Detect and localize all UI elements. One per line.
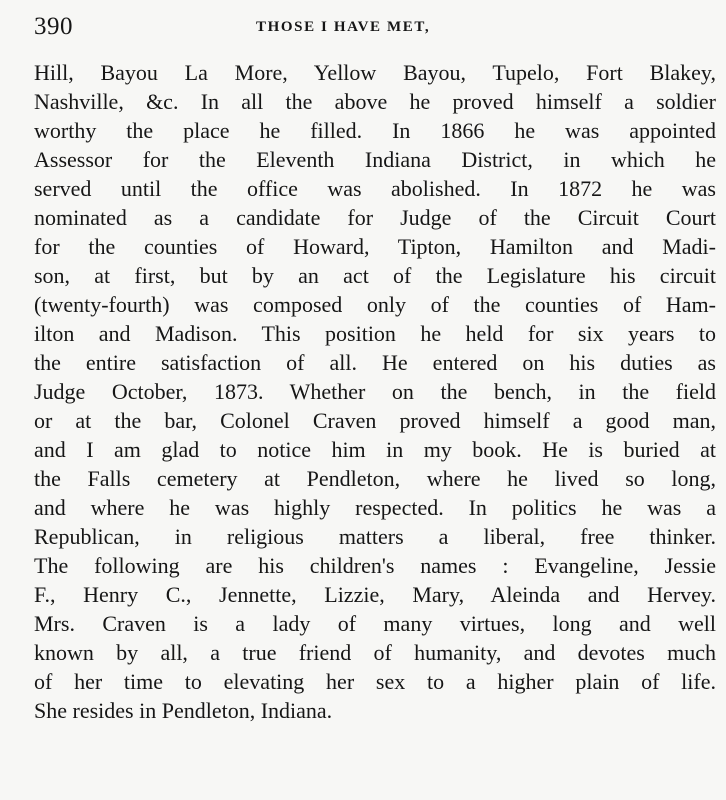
text-line: for the counties of Howard, Tipton, Hamilton and Madi- [34, 234, 716, 259]
text-line: known by all, a true friend of humanity, and devotes much [34, 640, 716, 665]
text-line: son, at first, but by an act of the Legislature his circuit [34, 263, 716, 288]
text-line: worthy the place he filled. In 1866 he was appointed [34, 118, 716, 143]
text-line: the Falls cemetery at Pendleton, where he lived so long, [34, 466, 716, 491]
text-line: The following are his children's names : Evangeline, Jessie [34, 553, 716, 578]
text-line: (twenty-fourth) was composed only of the counties of Ham- [34, 292, 716, 317]
text-line: Nashville, &c. In all the above he proved himself a soldier [34, 89, 716, 114]
text-line: or at the bar, Colonel Craven proved himself a good man, [34, 408, 716, 433]
text-line-last: She resides in Pendleton, Indiana. [34, 698, 333, 723]
text-line: nominated as a candidate for Judge of the Circuit Court [34, 205, 716, 230]
text-line: Mrs. Craven is a lady of many virtues, long and well [34, 611, 716, 636]
text-line: of her time to elevating her sex to a higher plain of life. [34, 669, 716, 694]
text-line: Judge October, 1873. Whether on the bench, in the field [34, 379, 716, 404]
page-number: 390 [34, 13, 73, 40]
running-title: THOSE I HAVE MET, [256, 19, 431, 35]
text-line: the entire satisfaction of all. He entered on his duties as [34, 350, 716, 375]
text-line: F., Henry C., Jennette, Lizzie, Mary, Aleinda and Hervey. [34, 582, 716, 607]
body-text [34, 58, 716, 725]
text-line: served until the office was abolished. In 1872 he was [34, 176, 716, 201]
running-head [34, 12, 714, 42]
text-line: Republican, in religious matters a liberal, free thinker. [34, 524, 716, 549]
text-line: ilton and Madison. This position he held for six years to [34, 321, 716, 346]
text-line: and where he was highly respected. In politics he was a [34, 495, 716, 520]
text-line: and I am glad to notice him in my book. He is buried at [34, 437, 716, 462]
text-line: Assessor for the Eleventh Indiana District, in which he [34, 147, 716, 172]
text-line: Hill, Bayou La More, Yellow Bayou, Tupelo, Fort Blakey, [34, 60, 716, 85]
